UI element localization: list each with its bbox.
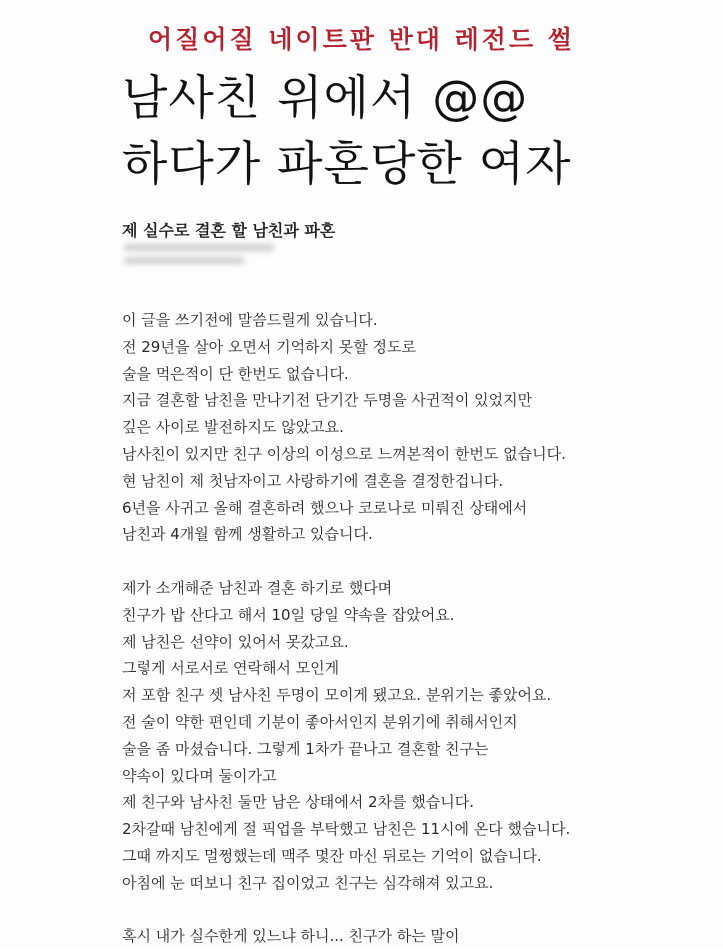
paragraph-3 (122, 923, 712, 950)
headline-line-1: 남사친 위에서 @@ (122, 71, 529, 126)
headline-line-2: 하다가 파혼당한 여자 (122, 137, 572, 192)
body-line: 아침에 눈 떠보니 친구 집이었고 친구는 심각해져 있고요. (122, 873, 494, 892)
body-line: 혹시 내가 실수한게 있느냐 하니... 친구가 하는 말이 (122, 927, 460, 946)
post-title: 제 실수로 결혼 할 남친과 파혼 (122, 221, 336, 240)
body-line: 친구가 밥 산다고 해서 10일 당일 약속을 잡았어요. (122, 605, 455, 624)
body-line: 2차갈때 남친에게 절 픽업을 부탁했고 남친은 11시에 온다 했습니다. (122, 820, 571, 839)
body-line: 술을 먹은적이 단 한번도 없습니다. (122, 364, 349, 383)
body-line: 현 남친이 제 첫남자이고 사랑하기에 결혼을 결정한겁니다. (122, 471, 504, 490)
body-line: 그렇게 서로서로 연락해서 모인게 (122, 659, 340, 678)
headline (122, 66, 572, 198)
paragraph-gap (122, 548, 712, 575)
body-line: 남친과 4개월 함께 생활하고 있습니다. (122, 525, 373, 544)
paragraph-1 (122, 307, 712, 548)
body-line: 제 친구와 남사친 둘만 남은 상태에서 2차를 했습니다. (122, 793, 474, 812)
paragraph-2 (122, 575, 712, 897)
body-line: 6년을 사귀고 올해 결혼하려 했으나 코로나로 미뤄진 상태에서 (122, 498, 528, 517)
body-line: 술을 좀 마셨습니다. 그렇게 1차가 끝나고 결혼할 친구는 (122, 739, 489, 758)
tagline: 어질어질 네이트판 반대 레전드 썰 (148, 25, 575, 54)
body-line: 지금 결혼할 남친을 만나기전 단기간 두명을 사귄적이 있었지만 (122, 391, 533, 410)
body-line: 제가 소개해준 남친과 결혼 하기로 했다며 (122, 578, 393, 597)
body-line: 남사친이 있지만 친구 이상의 이성으로 느껴본적이 한번도 없습니다. (122, 444, 566, 463)
body-line: 제 남친은 선약이 있어서 못갔고요. (122, 632, 349, 651)
body-line: 전 29년을 살아 오면서 기억하지 못할 정도로 (122, 337, 417, 356)
body-line: 그때 까지도 멀쩡했는데 맥주 몇잔 마신 뒤로는 기억이 없습니다. (122, 846, 542, 865)
body-line: 이 글을 쓰기전에 말씀드릴게 있습니다. (122, 311, 378, 329)
paragraph-gap (122, 897, 712, 924)
body-line: 전 술이 약한 편인데 기분이 좋아서인지 분위기에 취해서인지 (122, 712, 518, 731)
body-line: 깊은 사이로 발전하지도 않았고요. (122, 418, 344, 437)
body-line: 저 포함 친구 셋 남사친 두명이 모이게 됐고요. 분위기는 좋았어요. (122, 686, 552, 705)
body-line: 약속이 있다며 둘이가고 (122, 766, 277, 785)
blurred-post-meta (124, 244, 274, 274)
post-body (122, 307, 712, 950)
